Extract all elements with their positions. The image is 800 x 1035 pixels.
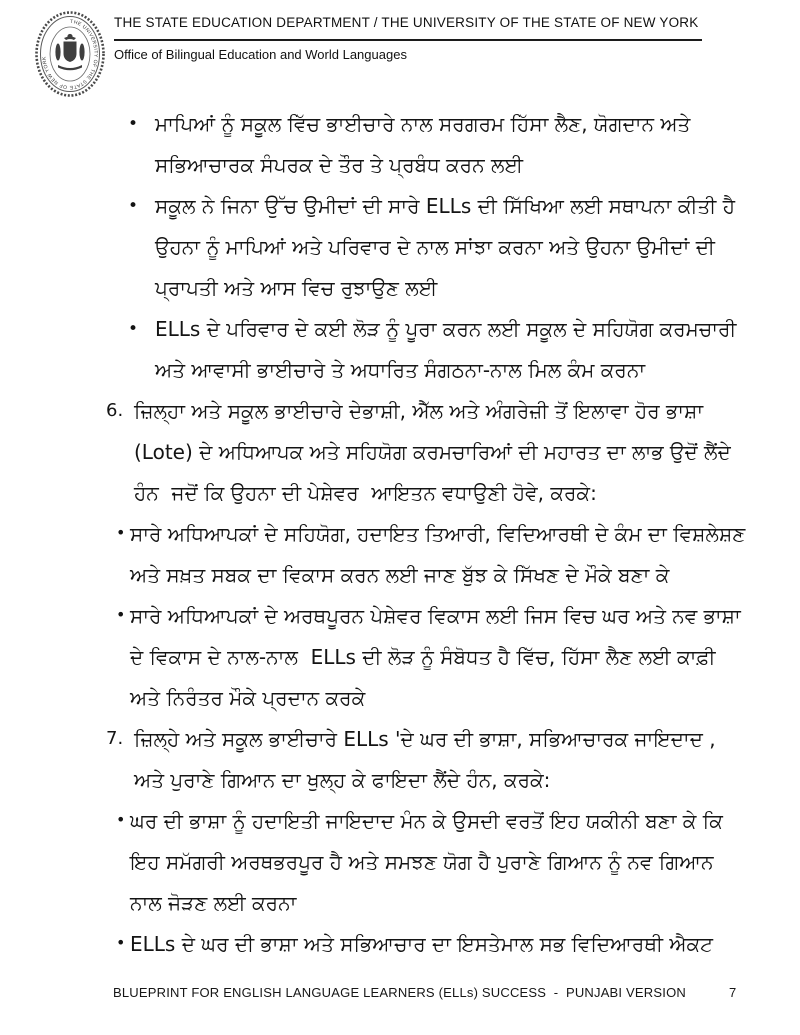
list-item	[0, 309, 748, 391]
list-item	[0, 104, 748, 186]
bullet-icon: •	[116, 810, 126, 829]
page-number: 7	[728, 985, 737, 1000]
sub-list-item	[0, 596, 748, 719]
page-footer	[113, 985, 736, 1000]
seal-ring-text: THE UNIVERSITY OF THE STATE OF NEW YORK	[41, 18, 99, 91]
page-header	[0, 0, 800, 98]
item-number: 6.	[106, 400, 124, 421]
sub-list-item	[0, 924, 748, 965]
department-title: THE STATE EDUCATION DEPARTMENT / THE UNIVERSITY OF THE STATE OF NEW YORK	[114, 15, 699, 30]
document-body	[0, 104, 800, 965]
bullet-text: ਸਕੂਲ ਨੇ ਜਿਨਾ ਉੱਚ ਉਮੀਦਾਂ ਦੀ ਸਾਰੇ ELLs ਦੀ ਸਿੱਖਿਆ ਲਈ ਸਥਾਪਨਾ ਕੀਤੀ ਹੈ ਉਹਨਾ ਨੂੰ ਮਾਪਿਆਂ ਅਤੇ ਪਰਿਵਾਰ ਦੇ ਨਾਲ ਸਾਂਝਾ ਕਰਨਾ ਅਤੇ ਉਹਨਾ ਉਮੀਦਾਂ ਦੀ ਪ੍ਰਾਪਤੀ ਅਤੇ ਆਸ ਵਿਚ ਰੁਝਾਉਣ ਲਈ	[155, 194, 742, 300]
list-item	[0, 186, 748, 309]
item-text: ਜ਼ਿਲ੍ਹਾ ਅਤੇ ਸਕੂਲ ਭਾਈਚਾਰੇ ਦੇਭਾਸ਼ੀ, ਐੱਲ ਅਤੇ ਅੰਗਰੇਜ਼ੀ ਤੋਂ ਇਲਾਵਾ ਹੋਰ ਭਾਸ਼ਾ (Lote) ਦੇ ਅਧਿਆਪਕ ਅਤੇ ਸਹਿਯੋਗ ਕਰਮਚਾਰਿਆਂ ਦੀ ਮਹਾਰਤ ਦਾ ਲਾਭ ਉਦੋਂ ਲੈਂਦੇ ਹੰਨ ਜਦੋਂ ਕਿ ਉਹਨਾ ਦੀ ਪੇਸ਼ੇਵਰ ਆਇਤਨ ਵਧਾਉਣੀ ਹੋਵੇ, ਕਰਕੇ:	[134, 399, 738, 505]
item-number: 7.	[106, 728, 124, 749]
sub-bullet-text: ELLs ਦੇ ਘਰ ਦੀ ਭਾਸ਼ਾ ਅਤੇ ਸਭਿਆਚਾਰ ਦਾ ਇਸਤੇਮਾਲ ਸਭ ਵਿਦਿਆਰਥੀ ਐਕਟ	[130, 932, 713, 956]
item-text: ਜ਼ਿਲ੍ਹੇ ਅਤੇ ਸਕੂਲ ਭਾਈਚਾਰੇ ELLs 'ਦੇ ਘਰ ਦੀ ਭਾਸ਼ਾ, ਸਭਿਆਚਾਰਕ ਜਾਇਦਾਦ , ਅਤੇ ਪੁਰਾਣੇ ਗਿਆਨ ਦਾ ਖੁਲ੍ਹ ਕੇ ਫਾਇਦਾ ਲੈਂਦੇ ਹੰਨ, ਕਰਕੇ:	[134, 727, 722, 792]
bullet-icon: •	[116, 605, 126, 624]
university-seal-icon	[33, 10, 107, 98]
numbered-item-6	[0, 391, 748, 514]
header-divider	[114, 39, 702, 41]
bullet-icon: •	[128, 114, 139, 134]
sub-bullet-text: ਸਾਰੇ ਅਧਿਆਪਕਾਂ ਦੇ ਅਰਥਪੂਰਨ ਪੇਸ਼ੇਵਰ ਵਿਕਾਸ ਲਈ ਜਿਸ ਵਿਚ ਘਰ ਅਤੇ ਨਵ ਭਾਸ਼ਾ ਦੇ ਵਿਕਾਸ ਦੇ ਨਾਲ-ਨਾਲ ELLs ਦੀ ਲੋੜ ਨੂੰ ਸੰਬੋਧਤ ਹੈ ਵਿੱਚ, ਹਿੱਸਾ ਲੈਣ ਲਈ ਕਾਫ਼ੀ ਅਤੇ ਨਿਰੰਤਰ ਮੌਕੇ ਪ੍ਰਦਾਨ ਕਰਕੇ	[130, 604, 748, 710]
sub-list-item	[0, 514, 752, 596]
sub-bullet-text: ਘਰ ਦੀ ਭਾਸ਼ਾ ਨੂੰ ਹਦਾਇਤੀ ਜਾਇਦਾਦ ਮੰਨ ਕੇ ਉਸਦੀ ਵਰਤੋਂ ਇਹ ਯਕੀਨੀ ਬਣਾ ਕੇ ਕਿ ਇਹ ਸਮੱਗਰੀ ਅਰਥਭਰਪੂਰ ਹੈ ਅਤੇ ਸਮਝਣ ਯੋਗ ਹੈ ਪੁਰਾਣੇ ਗਿਆਨ ਨੂੰ ਨਵ ਗਿਆਨ ਨਾਲ ਜੋੜਣ ਲਈ ਕਰਨਾ	[130, 809, 730, 915]
office-subtitle: Office of Bilingual Education and World Languages	[114, 47, 407, 62]
bullet-text: ਮਾਪਿਆਂ ਨੂੰ ਸਕੂਲ ਵਿੱਚ ਭਾਈਚਾਰੇ ਨਾਲ ਸਰਗਰਮ ਹਿੱਸਾ ਲੈਣ, ਯੋਗਦਾਨ ਅਤੇ ਸਭਿਆਚਾਰਕ ਸੰਪਰਕ ਦੇ ਤੌਰ ਤੇ ਪ੍ਰਬੰਧ ਕਰਨ ਲਈ	[155, 112, 697, 177]
bullet-icon: •	[116, 523, 126, 542]
seal-crest	[55, 34, 84, 70]
bullet-icon: •	[116, 933, 126, 952]
numbered-item-7	[0, 719, 748, 801]
footer-title: BLUEPRINT FOR ENGLISH LANGUAGE LEARNERS (ELLs) SUCCESS - PUNJABI VERSION	[113, 985, 686, 1000]
header-text-block	[114, 10, 800, 62]
bullet-text: ELLs ਦੇ ਪਰਿਵਾਰ ਦੇ ਕਈ ਲੋੜ ਨੂੰ ਪੂਰਾ ਕਰਨ ਲਈ ਸਕੂਲ ਦੇ ਸਹਿਯੋਗ ਕਰਮਚਾਰੀ ਅਤੇ ਆਵਾਸੀ ਭਾਈਚਾਰੇ ਤੇ ਅਧਾਰਿਤ ਸੰਗਠਨਾ-ਨਾਲ ਮਿਲ ਕੰਮ ਕਰਨਾ	[155, 317, 743, 382]
sub-bullet-text: ਸਾਰੇ ਅਧਿਆਪਕਾਂ ਦੇ ਸਹਿਯੋਗ, ਹਦਾਇਤ ਤਿਆਰੀ, ਵਿਦਿਆਰਥੀ ਦੇ ਕੰਮ ਦਾ ਵਿਸ਼ਲੇਸ਼ਣ ਅਤੇ ਸਖ਼ਤ ਸਬਕ ਦਾ ਵਿਕਾਸ ਕਰਨ ਲਈ ਜਾਣ ਬੁੱਝ ਕੇ ਸਿੱਖਣ ਦੇ ਮੌਕੇ ਬਣਾ ਕੇ	[130, 522, 752, 587]
bullet-icon: •	[128, 319, 139, 339]
bullet-icon: •	[128, 196, 139, 216]
sub-list-item	[0, 801, 748, 924]
